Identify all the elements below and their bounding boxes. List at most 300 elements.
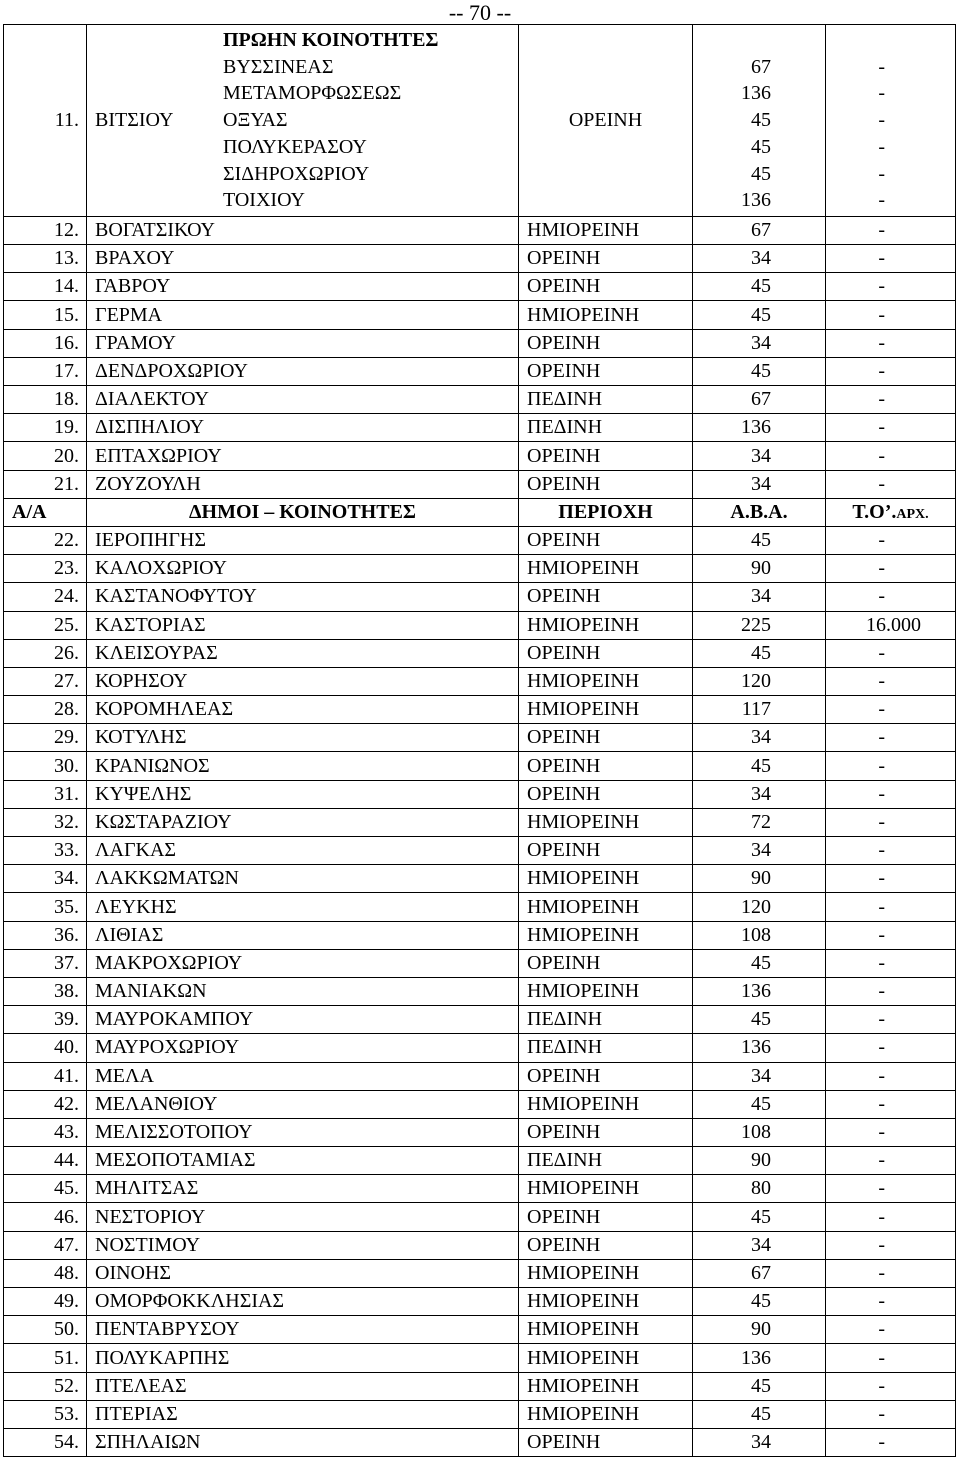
row-abv: 34 — [693, 1231, 826, 1259]
former-communities-label: ΠΡΩΗΝ ΚΟΙΝΟΤΗΤΕΣ — [223, 29, 439, 51]
row-abv: 34 — [693, 837, 826, 865]
group-to-values — [834, 25, 885, 216]
row-area: ΟΡΕΙΝΗ — [519, 752, 693, 780]
row-municipality: ΜΕΣΟΠΟΤΑΜΙΑΣ — [87, 1147, 519, 1175]
row-aa: 23. — [4, 555, 87, 583]
row-area: ΗΜΙΟΡΕΙΝΗ — [519, 696, 693, 724]
table-row — [4, 1034, 956, 1062]
row-to: - — [826, 1006, 956, 1034]
row-aa: 37. — [4, 949, 87, 977]
row-aa: 54. — [4, 1428, 87, 1456]
row-municipality: ΚΟΡΟΜΗΛΕΑΣ — [87, 696, 519, 724]
row-abv: 225 — [693, 611, 826, 639]
row-abv: 90 — [693, 1147, 826, 1175]
row-area: ΗΜΙΟΡΕΙΝΗ — [519, 865, 693, 893]
row-to: - — [826, 442, 956, 470]
row-aa: 32. — [4, 808, 87, 836]
row-area: ΠΕΔΙΝΗ — [519, 1006, 693, 1034]
table-row — [4, 1090, 956, 1118]
table-row — [4, 1400, 956, 1428]
row-aa: 39. — [4, 1006, 87, 1034]
row-to: - — [826, 639, 956, 667]
row-to: - — [826, 555, 956, 583]
row-area: ΟΡΕΙΝΗ — [519, 1428, 693, 1456]
row-aa: 52. — [4, 1372, 87, 1400]
table-row — [4, 273, 956, 301]
row-municipality: ΚΥΨΕΛΗΣ — [87, 780, 519, 808]
row-aa: 43. — [4, 1118, 87, 1146]
row-municipality: ΛΕΥΚΗΣ — [87, 893, 519, 921]
row-municipality: ΔΙΑΛΕΚΤΟΥ — [87, 386, 519, 414]
row-aa: 50. — [4, 1316, 87, 1344]
municipalities-table — [3, 24, 956, 1457]
table-row — [4, 780, 956, 808]
community-to-value: - — [878, 162, 885, 185]
row-area: ΗΜΙΟΡΕΙΝΗ — [519, 301, 693, 329]
row-area: ΟΡΕΙΝΗ — [519, 1062, 693, 1090]
group-abv-cell — [693, 25, 826, 217]
table-row — [4, 414, 956, 442]
row-to: - — [826, 1316, 956, 1344]
group-to-cell — [826, 25, 956, 217]
row-area: ΟΡΕΙΝΗ — [519, 245, 693, 273]
row-abv: 120 — [693, 893, 826, 921]
row-abv: 45 — [693, 1090, 826, 1118]
row-municipality: ΜΑΚΡΟΧΩΡΙΟΥ — [87, 949, 519, 977]
table-row — [4, 667, 956, 695]
community-name: ΟΞΥΑΣ — [223, 109, 288, 132]
row-area: ΟΡΕΙΝΗ — [519, 1231, 693, 1259]
row-aa: 24. — [4, 583, 87, 611]
row-abv: 136 — [693, 977, 826, 1005]
row-aa: 12. — [4, 216, 87, 244]
row-to: - — [826, 1372, 956, 1400]
row-municipality: ΛΑΚΚΩΜΑΤΩΝ — [87, 865, 519, 893]
table-row — [4, 1316, 956, 1344]
table-row — [4, 639, 956, 667]
row-municipality: ΝΕΣΤΟΡΙΟΥ — [87, 1203, 519, 1231]
row-area: ΟΡΕΙΝΗ — [519, 526, 693, 554]
community-abv-value: 45 — [751, 135, 771, 158]
row-to: - — [826, 1259, 956, 1287]
table-row — [4, 301, 956, 329]
community-abv-value: 45 — [751, 162, 771, 185]
row-municipality: ΜΕΛΑΝΘΙΟΥ — [87, 1090, 519, 1118]
row-municipality: ΜΑΝΙΑΚΩΝ — [87, 977, 519, 1005]
row-abv: 34 — [693, 1428, 826, 1456]
row-municipality: ΚΩΣΤΑΡΑΖΙΟΥ — [87, 808, 519, 836]
row-aa: 18. — [4, 386, 87, 414]
community-abv-value: 67 — [751, 55, 771, 78]
row-municipality: ΚΟΤΥΛΗΣ — [87, 724, 519, 752]
row-aa: 38. — [4, 977, 87, 1005]
row-area: ΟΡΕΙΝΗ — [519, 837, 693, 865]
row-abv: 67 — [693, 1259, 826, 1287]
row-to: - — [826, 1231, 956, 1259]
row-area: ΠΕΔΙΝΗ — [519, 386, 693, 414]
table-row — [4, 1006, 956, 1034]
header-to-main: Τ.Ο’. — [852, 500, 897, 523]
row-municipality: ΚΟΡΗΣΟΥ — [87, 667, 519, 695]
row-area: ΟΡΕΙΝΗ — [519, 273, 693, 301]
row-municipality: ΜΑΥΡΟΧΩΡΙΟΥ — [87, 1034, 519, 1062]
row-abv: 45 — [693, 526, 826, 554]
community-abv-value — [701, 27, 771, 54]
group-communities — [223, 25, 510, 216]
row-to: - — [826, 780, 956, 808]
row-area: ΟΡΕΙΝΗ — [519, 1203, 693, 1231]
row-abv: 45 — [693, 357, 826, 385]
row-to: - — [826, 752, 956, 780]
row-area: ΗΜΙΟΡΕΙΝΗ — [519, 1090, 693, 1118]
row-municipality: ΟΙΝΟΗΣ — [87, 1259, 519, 1287]
row-municipality: ΙΕΡΟΠΗΓΗΣ — [87, 526, 519, 554]
row-municipality: ΚΑΛΟΧΩΡΙΟΥ — [87, 555, 519, 583]
row-municipality: ΚΑΣΤΑΝΟΦΥΤΟΥ — [87, 583, 519, 611]
table-row — [4, 611, 956, 639]
row-municipality: ΛΑΓΚΑΣ — [87, 837, 519, 865]
row-abv: 45 — [693, 1006, 826, 1034]
row-area: ΗΜΙΟΡΕΙΝΗ — [519, 1316, 693, 1344]
row-to: - — [826, 921, 956, 949]
row-abv: 72 — [693, 808, 826, 836]
row-to: - — [826, 526, 956, 554]
row-municipality: ΠΕΝΤΑΒΡΥΣΟΥ — [87, 1316, 519, 1344]
row-aa: 48. — [4, 1259, 87, 1287]
row-to: - — [826, 696, 956, 724]
row-area: ΟΡΕΙΝΗ — [519, 639, 693, 667]
row-aa: 17. — [4, 357, 87, 385]
row-aa: 49. — [4, 1288, 87, 1316]
row-municipality: ΜΑΥΡΟΚΑΜΠΟΥ — [87, 1006, 519, 1034]
row-to: - — [826, 865, 956, 893]
row-area: ΗΜΙΟΡΕΙΝΗ — [519, 808, 693, 836]
row-aa: 35. — [4, 893, 87, 921]
table-row — [4, 949, 956, 977]
row-to: - — [826, 1203, 956, 1231]
table-row — [4, 808, 956, 836]
row-municipality: ΠΤΕΛΕΑΣ — [87, 1372, 519, 1400]
table-row — [4, 752, 956, 780]
row-aa: 31. — [4, 780, 87, 808]
row-abv: 117 — [693, 696, 826, 724]
row-municipality: ΔΕΝΔΡΟΧΩΡΙΟΥ — [87, 357, 519, 385]
row-area: ΗΜΙΟΡΕΙΝΗ — [519, 1259, 693, 1287]
table-row — [4, 1231, 956, 1259]
community-to-value — [834, 27, 885, 54]
row-aa: 51. — [4, 1344, 87, 1372]
table-row — [4, 386, 956, 414]
group-municipality-cell — [87, 25, 519, 217]
row-to: - — [826, 273, 956, 301]
row-area: ΗΜΙΟΡΕΙΝΗ — [519, 1400, 693, 1428]
row-abv: 34 — [693, 583, 826, 611]
row-to: - — [826, 1062, 956, 1090]
row-to: - — [826, 1344, 956, 1372]
row-abv: 108 — [693, 921, 826, 949]
table-header-row — [4, 498, 956, 526]
row-abv: 45 — [693, 752, 826, 780]
row-municipality: ΛΙΘΙΑΣ — [87, 921, 519, 949]
row-aa: 16. — [4, 329, 87, 357]
table-row — [4, 329, 956, 357]
row-municipality: ΝΟΣΤΙΜΟΥ — [87, 1231, 519, 1259]
row-area: ΟΡΕΙΝΗ — [519, 442, 693, 470]
community-name: ΒΥΣΣΙΝΕΑΣ — [223, 55, 334, 78]
row-abv: 34 — [693, 1062, 826, 1090]
row-to: - — [826, 1090, 956, 1118]
row-aa: 15. — [4, 301, 87, 329]
row-area: ΗΜΙΟΡΕΙΝΗ — [519, 977, 693, 1005]
table-row — [4, 357, 956, 385]
header-to-suffix: ΑΡΧ. — [896, 506, 929, 522]
row-area: ΗΜΙΟΡΕΙΝΗ — [519, 893, 693, 921]
table-row — [4, 555, 956, 583]
table-row — [4, 1118, 956, 1146]
table-row — [4, 1372, 956, 1400]
community-to-value: - — [878, 55, 885, 78]
row-area: ΠΕΔΙΝΗ — [519, 1147, 693, 1175]
table-row — [4, 1428, 956, 1456]
group-abv-values — [701, 25, 771, 216]
community-name: ΤΟΙΧΙΟΥ — [223, 189, 305, 212]
table-row — [4, 1259, 956, 1287]
row-aa: 30. — [4, 752, 87, 780]
row-area: ΠΕΔΙΝΗ — [519, 414, 693, 442]
row-aa: 21. — [4, 470, 87, 498]
table-row — [4, 724, 956, 752]
community-to-value: - — [878, 135, 885, 158]
row-abv: 80 — [693, 1175, 826, 1203]
row-area: ΗΜΙΟΡΕΙΝΗ — [519, 1372, 693, 1400]
table-row — [4, 1062, 956, 1090]
row-aa: 47. — [4, 1231, 87, 1259]
row-municipality: ΚΡΑΝΙΩΝΟΣ — [87, 752, 519, 780]
row-to: - — [826, 245, 956, 273]
row-area: ΟΡΕΙΝΗ — [519, 724, 693, 752]
row-abv: 90 — [693, 555, 826, 583]
community-name: ΠΟΛΥΚΕΡΑΣΟΥ — [223, 135, 367, 158]
row-abv: 136 — [693, 1344, 826, 1372]
row-abv: 90 — [693, 1316, 826, 1344]
header-area: ΠΕΡΙΟΧΗ — [519, 498, 693, 526]
row-aa: 44. — [4, 1147, 87, 1175]
table-row — [4, 865, 956, 893]
group-name: ΒΙΤΣΙΟΥ — [95, 108, 174, 131]
row-to: - — [826, 808, 956, 836]
row-aa: 36. — [4, 921, 87, 949]
row-to: - — [826, 1118, 956, 1146]
community-abv-value: 45 — [751, 109, 771, 132]
row-municipality: ΠΤΕΡΙΑΣ — [87, 1400, 519, 1428]
table-row — [4, 216, 956, 244]
row-area: ΗΜΙΟΡΕΙΝΗ — [519, 1175, 693, 1203]
row-aa: 46. — [4, 1203, 87, 1231]
community-abv-value: 136 — [741, 189, 771, 212]
row-aa: 26. — [4, 639, 87, 667]
row-aa: 42. — [4, 1090, 87, 1118]
table-body — [4, 25, 956, 1457]
row-abv: 67 — [693, 216, 826, 244]
row-municipality: ΚΛΕΙΣΟΥΡΑΣ — [87, 639, 519, 667]
row-to: - — [826, 667, 956, 695]
row-area: ΠΕΔΙΝΗ — [519, 1034, 693, 1062]
row-to: - — [826, 414, 956, 442]
row-municipality: ΜΕΛΑ — [87, 1062, 519, 1090]
row-area: ΟΡΕΙΝΗ — [519, 470, 693, 498]
row-abv: 34 — [693, 329, 826, 357]
row-municipality: ΜΗΛΙΤΣΑΣ — [87, 1175, 519, 1203]
row-to: - — [826, 216, 956, 244]
row-abv: 45 — [693, 1372, 826, 1400]
row-aa: 14. — [4, 273, 87, 301]
row-aa: 45. — [4, 1175, 87, 1203]
community-to-value: - — [878, 82, 885, 105]
row-municipality: ΚΑΣΤΟΡΙΑΣ — [87, 611, 519, 639]
row-to: - — [826, 329, 956, 357]
row-aa: 19. — [4, 414, 87, 442]
row-to: - — [826, 583, 956, 611]
row-aa: 20. — [4, 442, 87, 470]
row-to: - — [826, 977, 956, 1005]
table-row — [4, 977, 956, 1005]
row-area: ΗΜΙΟΡΕΙΝΗ — [519, 216, 693, 244]
row-to: - — [826, 1175, 956, 1203]
group-row — [4, 25, 956, 217]
community-abv-value: 136 — [741, 82, 771, 105]
row-municipality: ΜΕΛΙΣΣΟΤΟΠΟΥ — [87, 1118, 519, 1146]
row-abv: 34 — [693, 442, 826, 470]
table-row — [4, 1147, 956, 1175]
row-area: ΗΜΙΟΡΕΙΝΗ — [519, 1344, 693, 1372]
row-municipality: ΟΜΟΡΦΟΚΚΛΗΣΙΑΣ — [87, 1288, 519, 1316]
header-aa: Α/Α — [4, 498, 87, 526]
row-abv: 45 — [693, 1203, 826, 1231]
row-aa: 29. — [4, 724, 87, 752]
row-area: ΟΡΕΙΝΗ — [519, 780, 693, 808]
group-aa: 11. — [4, 25, 87, 217]
row-municipality: ΕΠΤΑΧΩΡΙΟΥ — [87, 442, 519, 470]
table-row — [4, 583, 956, 611]
header-abv: Α.Β.Α. — [693, 498, 826, 526]
row-municipality: ΖΟΥΖΟΥΛΗ — [87, 470, 519, 498]
row-to: - — [826, 724, 956, 752]
row-to: - — [826, 357, 956, 385]
table-row — [4, 921, 956, 949]
row-aa: 33. — [4, 837, 87, 865]
row-aa: 40. — [4, 1034, 87, 1062]
table-row — [4, 1288, 956, 1316]
row-area: ΟΡΕΙΝΗ — [519, 949, 693, 977]
row-to: - — [826, 893, 956, 921]
row-abv: 34 — [693, 780, 826, 808]
row-to: - — [826, 1400, 956, 1428]
row-abv: 45 — [693, 949, 826, 977]
community-to-value: - — [878, 189, 885, 212]
row-area: ΟΡΕΙΝΗ — [519, 1118, 693, 1146]
group-area: ΟΡΕΙΝΗ — [519, 25, 693, 217]
row-abv: 136 — [693, 414, 826, 442]
table-row — [4, 893, 956, 921]
row-municipality: ΓΕΡΜΑ — [87, 301, 519, 329]
row-area: ΟΡΕΙΝΗ — [519, 329, 693, 357]
row-aa: 53. — [4, 1400, 87, 1428]
row-municipality: ΒΡΑΧΟΥ — [87, 245, 519, 273]
row-abv: 45 — [693, 1400, 826, 1428]
row-area: ΗΜΙΟΡΕΙΝΗ — [519, 1288, 693, 1316]
row-area: ΗΜΙΟΡΕΙΝΗ — [519, 555, 693, 583]
table-row — [4, 1175, 956, 1203]
row-aa: 28. — [4, 696, 87, 724]
row-to: - — [826, 837, 956, 865]
table-row — [4, 696, 956, 724]
row-area: ΗΜΙΟΡΕΙΝΗ — [519, 921, 693, 949]
row-abv: 34 — [693, 724, 826, 752]
row-abv: 136 — [693, 1034, 826, 1062]
row-aa: 41. — [4, 1062, 87, 1090]
table-row — [4, 470, 956, 498]
row-municipality: ΠΟΛΥΚΑΡΠΗΣ — [87, 1344, 519, 1372]
row-area: ΟΡΕΙΝΗ — [519, 357, 693, 385]
row-area: ΗΜΙΟΡΕΙΝΗ — [519, 611, 693, 639]
community-name: ΜΕΤΑΜΟΡΦΩΣΕΩΣ — [223, 82, 402, 105]
community-to-value: - — [878, 109, 885, 132]
row-to: 16.000 — [826, 611, 956, 639]
row-municipality: ΒΟΓΑΤΣΙΚΟΥ — [87, 216, 519, 244]
row-municipality: ΣΠΗΛΑΙΩΝ — [87, 1428, 519, 1456]
row-municipality: ΓΡΑΜΟΥ — [87, 329, 519, 357]
table-row — [4, 1344, 956, 1372]
page-number: -- 70 -- — [448, 0, 512, 25]
row-to: - — [826, 470, 956, 498]
row-to: - — [826, 1428, 956, 1456]
header-municipality: ΔΗΜΟΙ – ΚΟΙΝΟΤΗΤΕΣ — [87, 498, 519, 526]
row-abv: 120 — [693, 667, 826, 695]
row-aa: 27. — [4, 667, 87, 695]
row-to: - — [826, 386, 956, 414]
table-row — [4, 442, 956, 470]
row-municipality: ΔΙΣΠΗΛΙΟΥ — [87, 414, 519, 442]
row-municipality: ΓΑΒΡΟΥ — [87, 273, 519, 301]
row-to: - — [826, 949, 956, 977]
row-aa: 13. — [4, 245, 87, 273]
row-aa: 34. — [4, 865, 87, 893]
row-to: - — [826, 1147, 956, 1175]
row-area: ΗΜΙΟΡΕΙΝΗ — [519, 667, 693, 695]
row-abv: 90 — [693, 865, 826, 893]
table-row — [4, 1203, 956, 1231]
row-aa: 22. — [4, 526, 87, 554]
table-row — [4, 837, 956, 865]
row-abv: 45 — [693, 639, 826, 667]
row-abv: 108 — [693, 1118, 826, 1146]
row-abv: 34 — [693, 245, 826, 273]
table-row — [4, 245, 956, 273]
row-abv: 67 — [693, 386, 826, 414]
row-to: - — [826, 1288, 956, 1316]
row-abv: 45 — [693, 273, 826, 301]
row-to: - — [826, 301, 956, 329]
community-name: ΣΙΔΗΡΟΧΩΡΙΟΥ — [223, 162, 370, 185]
row-abv: 45 — [693, 301, 826, 329]
row-abv: 34 — [693, 470, 826, 498]
row-abv: 45 — [693, 1288, 826, 1316]
header-to — [826, 498, 956, 526]
row-aa: 25. — [4, 611, 87, 639]
row-to: - — [826, 1034, 956, 1062]
row-area: ΟΡΕΙΝΗ — [519, 583, 693, 611]
table-row — [4, 526, 956, 554]
